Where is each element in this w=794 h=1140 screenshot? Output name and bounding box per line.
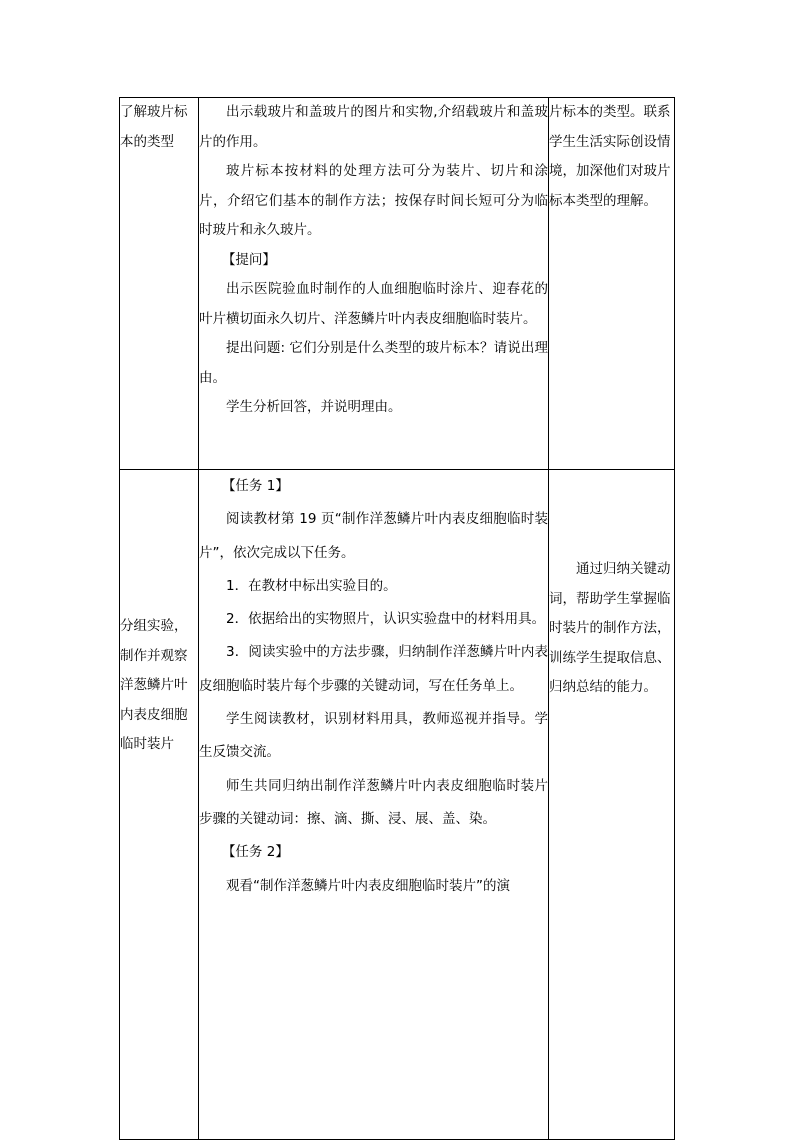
- lesson-plan-table: [119, 97, 675, 1140]
- activity-heading: 【任务 1】: [221, 478, 289, 494]
- activity-heading: 【任务 2】: [221, 844, 289, 861]
- activity-paragraph: 出示医院验血时制作的人血细胞临时涂片、迎春花的叶片横切面永久切片、洋葱鳞片叶内表皮细胞临时装片。: [199, 281, 548, 327]
- activity-paragraph: 1．在教材中标出实验目的。: [226, 577, 397, 594]
- activity-paragraph: 提出问题: 它们分别是什么类型的玻片标本？请说出理由。: [199, 340, 548, 386]
- activity-paragraph: 学生阅读教材，识别材料用具，教师巡视并指导。学生反馈交流。: [199, 711, 548, 761]
- section-title-cell: [120, 470, 199, 1140]
- activity-paragraph: 师生共同归纳出制作洋葱鳞片叶内表皮细胞临时装片步骤的关键动词：擦、滴、撕、浸、展、盖、染。: [199, 777, 548, 827]
- activity-paragraph: 玻片标本按材料的处理方法可分为装片、切片和涂片，介绍它们基本的制作方法；按保存时间长短可分为临时玻片和永久玻片。: [199, 163, 548, 238]
- section-title-cell: [120, 98, 199, 470]
- table-row: [120, 470, 675, 1140]
- design-intent-text: 片标本的类型。联系学生生活实际创设情境，加深他们对玻片标本类型的理解。: [549, 104, 671, 209]
- section-title: 了解玻片标本的类型: [120, 104, 188, 150]
- table-row: [120, 98, 675, 470]
- section-title: 分组实验，制作并观察洋葱鳞片叶内表皮细胞临时装片: [120, 618, 188, 752]
- activity-paragraph: 学生分析回答，并说明理由。: [226, 399, 402, 415]
- activity-heading: 【提问】: [221, 251, 276, 268]
- activity-paragraph: 2．依据给出的实物照片，认识实验盘中的材料用具。: [226, 611, 546, 628]
- design-intent-text: 通过归纳关键动词，帮助学生掌握临时装片的制作方法，训练学生提取信息、归纳总结的能力。: [549, 561, 671, 695]
- teaching-activity-cell: [199, 470, 549, 1140]
- teaching-activity-cell: [199, 98, 549, 470]
- design-intent-cell: [549, 470, 675, 1140]
- activity-paragraph: 出示载玻片和盖玻片的图片和实物,介绍载玻片和盖玻片的作用。: [199, 104, 548, 150]
- activity-paragraph: 3．阅读实验中的方法步骤，归纳制作洋葱鳞片叶内表皮细胞临时装片每个步骤的关键动词，写在任务单上。: [199, 644, 548, 694]
- activity-paragraph: 阅读教材第 19 页“制作洋葱鳞片叶内表皮细胞临时装片”，依次完成以下任务。: [199, 511, 548, 561]
- activity-paragraph: 观看“制作洋葱鳞片叶内表皮细胞临时装片”的演: [226, 877, 510, 894]
- design-intent-cell: [549, 98, 675, 470]
